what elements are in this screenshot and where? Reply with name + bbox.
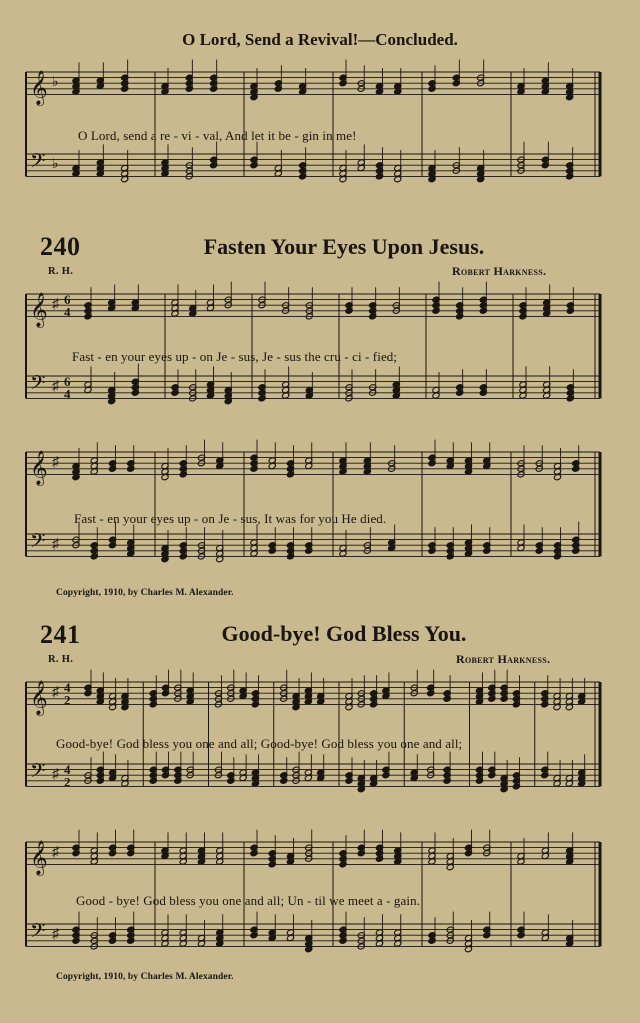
svg-text:𝄞: 𝄞 — [30, 840, 48, 876]
svg-text:♯: ♯ — [52, 845, 59, 861]
svg-text:2: 2 — [64, 774, 71, 790]
svg-text:4: 4 — [64, 386, 71, 402]
svg-text:𝄞: 𝄞 — [30, 680, 48, 716]
svg-text:𝄢: 𝄢 — [30, 918, 46, 947]
svg-text:♯: ♯ — [52, 455, 59, 471]
svg-text:𝄞: 𝄞 — [30, 450, 48, 486]
svg-text:♭: ♭ — [52, 157, 59, 173]
hymn-number: 240 — [40, 232, 81, 261]
svg-text:6: 6 — [64, 292, 71, 308]
svg-text:2: 2 — [64, 692, 71, 708]
svg-text:4: 4 — [64, 762, 71, 778]
svg-text:♯: ♯ — [52, 537, 59, 553]
svg-text:♯: ♯ — [52, 927, 59, 943]
hymn-number: 241 — [40, 620, 81, 649]
hymn-lyrics-line: Fast - en your eyes up - on Je - sus, Je - sus the cru - ci - fied; — [72, 349, 398, 364]
svg-text:𝄞: 𝄞 — [30, 292, 48, 328]
hymn-title: Fasten Your Eyes Upon Jesus. — [203, 234, 485, 259]
svg-text:♭: ♭ — [52, 75, 59, 91]
hymn-lyrics-line: Good-bye! God bless you one and all; Good-bye! God bless you one and all; — [56, 736, 463, 751]
concluded-hymn-title: O Lord, Send a Revival!—Concluded. — [182, 30, 458, 49]
svg-text:♯: ♯ — [52, 297, 59, 313]
copyright-notice: Copyright, 1910, by Charles M. Alexander. — [56, 972, 234, 982]
svg-text:𝄢: 𝄢 — [30, 758, 46, 787]
hymn-author: R. H. — [48, 654, 74, 665]
copyright-notice: Copyright, 1910, by Charles M. Alexander. — [56, 588, 234, 598]
svg-text:♯: ♯ — [52, 767, 59, 783]
hymn-lyrics-line: Fast - en your eyes up - on Je - sus, It was for you He died. — [74, 511, 387, 526]
svg-text:♯: ♯ — [52, 379, 59, 395]
music-system — [0, 832, 640, 992]
hymn-composer: Robert Harkness. — [452, 264, 547, 278]
svg-text:4: 4 — [64, 680, 71, 696]
concluded-hymn-lyrics: O Lord, send a re - vi - val, And let it be - gin in me! — [78, 128, 357, 143]
svg-text:𝄢: 𝄢 — [30, 370, 46, 399]
hymn-author: R. H. — [48, 266, 74, 277]
hymn-composer: Robert Harkness. — [456, 652, 551, 666]
svg-text:𝄞: 𝄞 — [30, 70, 48, 106]
staff-graphics — [26, 60, 600, 183]
svg-text:4: 4 — [64, 304, 71, 320]
hymn-lyrics-line: Good - bye! God bless you one and all; Un - til we meet a - gain. — [76, 893, 421, 908]
staff-graphics — [26, 670, 600, 793]
svg-text:𝄢: 𝄢 — [30, 148, 46, 177]
staff-graphics — [26, 830, 600, 953]
staff-graphics — [26, 282, 600, 405]
hymn-title: Good-bye! God Bless You. — [221, 621, 467, 646]
svg-text:6: 6 — [64, 374, 71, 390]
staff-graphics — [26, 440, 600, 563]
svg-text:𝄢: 𝄢 — [30, 528, 46, 557]
music-system — [0, 672, 640, 832]
svg-text:♯: ♯ — [52, 685, 59, 701]
